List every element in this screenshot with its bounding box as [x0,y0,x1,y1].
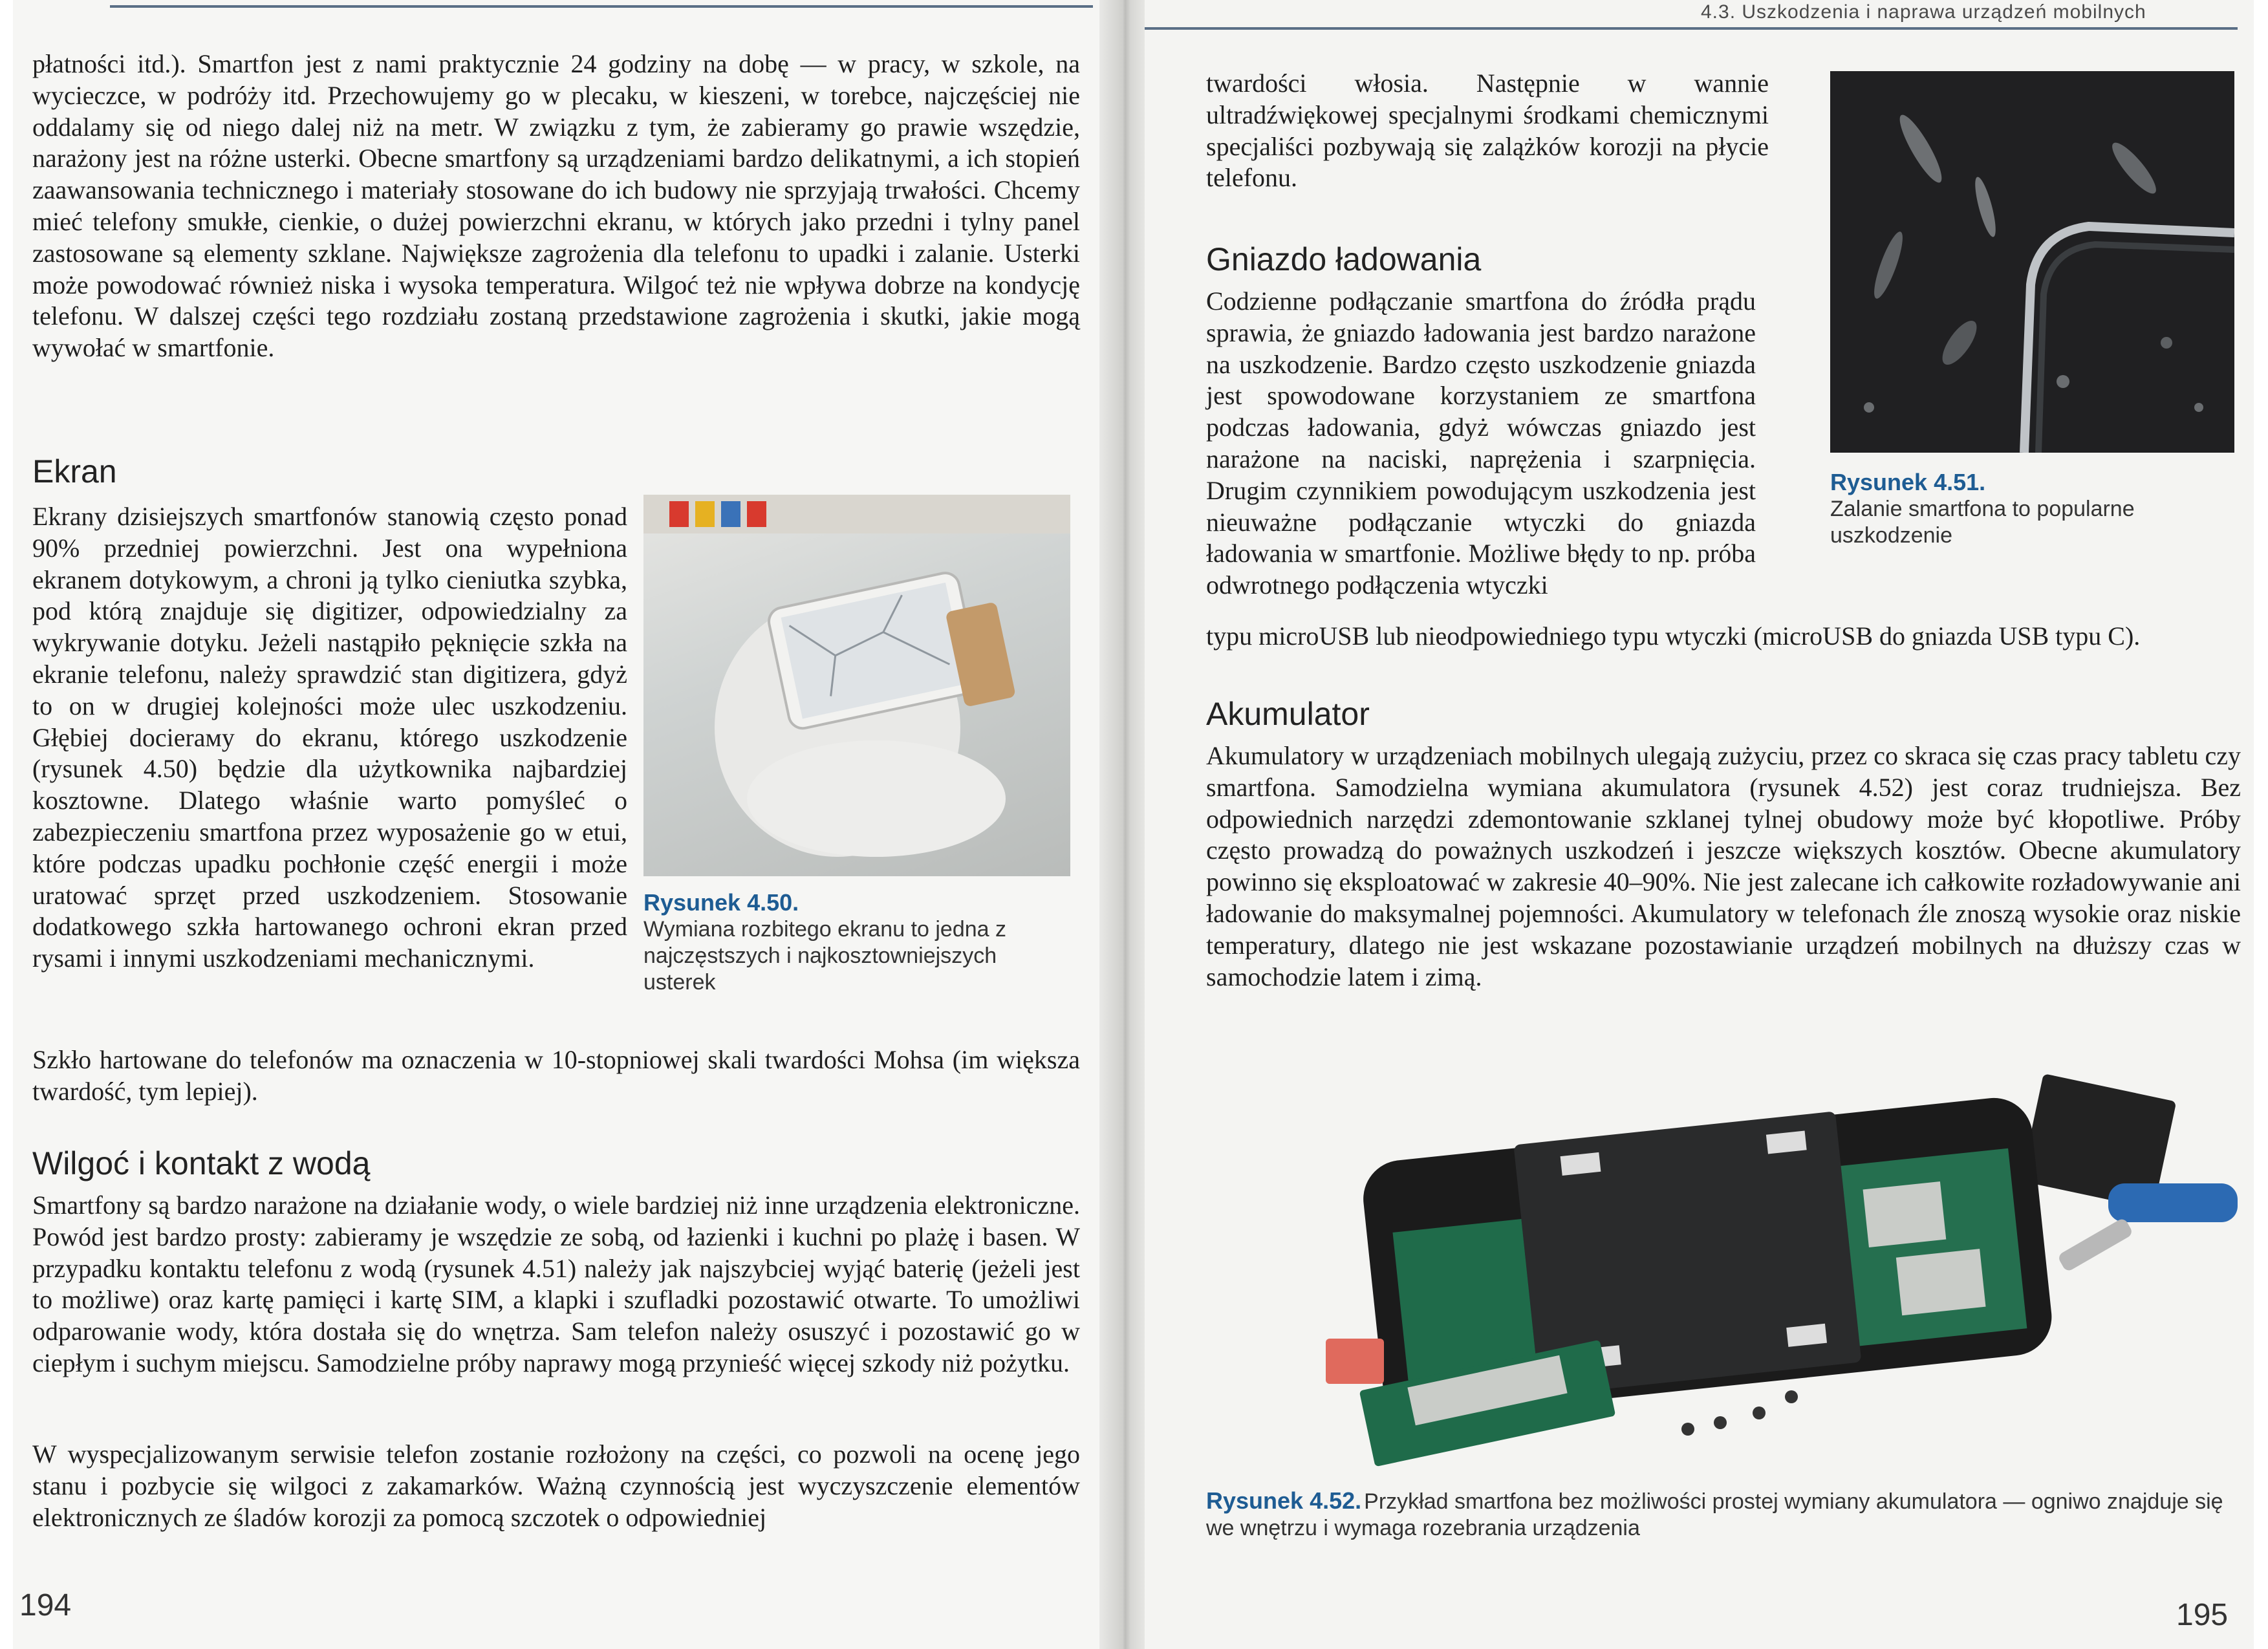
wilgoc-paragraph-1: Smartfony są bardzo narażone na działanie wody, o wiele bardziej niż inne urządzenia elektroniczne. Powód jest bardzo prosty: zabieramy je wszędzie ze sobą, od łazienki i kuchni po plażę i basen. W przypadku kontaktu telefonu z wodą (rysunek 4.51) należy jak najszybciej wyjąć baterię (jeżeli jest to możliwe) oraz kartę pamięci i kartę SIM, a klapki i szufladki pozostawić otwarte. To umożliwi odparowanie wody, która dostała się do wnętrza. Sam telefon należy osuszyć i pozostawić go w ciepłym i suchym miejscu. Samodzielne próby naprawy mogą przynieść więcej szkody niż pożytku. [32,1191,1080,1377]
figure-4-50-caption [643,889,1070,995]
broken-screen-illustration [643,495,1070,876]
wilgoc-paragraph-2: W wyspecjalizowanym serwisie telefon zostanie rozłożony na części, co pozwoli na ocenę jego stanu i pozbycie się wilgoci z zakamarków. Ważną czynnością jest wyczyszczenie elementów elektronicznych ze śladów korozji za pomocą szczotek o odpowiedniej [32,1439,1080,1532]
figure-4-52-title: Rysunek 4.52. [1206,1487,1362,1514]
figure-4-50-photo [643,495,1070,876]
page-number-left: 194 [19,1588,72,1622]
page-number-right: 195 [2176,1598,2229,1632]
heading-wilgoc: Wilgoć i kontakt z wodą [32,1145,371,1181]
figure-4-52-photo [1313,1061,2244,1474]
heading-ekran: Ekran [32,453,117,490]
left-page [13,0,1106,1649]
book-gutter [1099,0,1151,1649]
figure-4-52-caption [1206,1487,2241,1542]
wet-phone-illustration [1830,71,2234,453]
heading-gniazdo: Gniazdo ładowania [1206,241,1482,277]
ekran-paragraph-end: Szkło hartowane do telefonów ma oznaczenia w 10-stopniowej skali twardości Mohsa (im większa twardość, tym lepiej). [32,1045,1080,1106]
figure-4-51-text: Zalanie smartfona to popularne uszkodzenie [1830,497,2135,548]
gniazdo-paragraph: Codzienne podłączanie smartfona do źródła prądu sprawia, że gniazdo ładowania jest bardzo narażone na uszkodzenie. Bardzo często uszkodzenie gniazda jest spowodowane korzystaniem ze smartfona podczas ładowania, gdyż wówczas gniazdo jest narażone na naciski, naprężenia i szarpnięcia. Drugim czynnikiem powodującym uszkodzenia jest nieuważne podłączanie wtyczki do gniazda ładowania w smartfonie. Możliwe błędy to np. próba odwrotnego podłączenia wtyczki [1206,286,1756,600]
right-intro-paragraph: twardości włosia. Następnie w wannie ultradźwiękowej specjalnymi środkami chemicznymi specjaliści pozbywają się zalążków korozji na płycie telefonu. [1206,69,1769,193]
gniazdo-paragraph-end: typu microUSB lub nieodpowiedniego typu wtyczki (microUSB do gniazda USB typu C). [1206,621,2141,651]
figure-4-50-title: Rysunek 4.50. [643,889,799,916]
figure-4-51-title: Rysunek 4.51. [1830,469,1986,495]
running-head: 4.3. Uszkodzenia i naprawa urządzeń mobilnych [1701,1,2146,23]
figure-4-51-caption [1830,469,2231,549]
top-rule-right [1145,27,2238,30]
figure-4-50-text: Wymiana rozbitego ekranu to jedna z najczęstszych i najkosztowniejszych usterek [643,917,1006,995]
right-page [1145,0,2254,1649]
left-intro-paragraph: płatności itd.). Smartfon jest z nami praktycznie 24 godziny na dobę — w pracy, w szkole, na wycieczce, w podróży itd. Przechowujemy go w plecaku, w kieszeni, w torebce, najczęściej nie oddalamy się od niego dalej niż na metr. W związku z tym, że zabieramy go prawie wszędzie, narażony jest na różne usterki. Obecne smartfony są urządzeniami bardzo delikatnymi, a ich stopień zaawansowania technicznego i materiały stosowane do ich budowy nie sprzyjają trwałości. Chcemy mieć telefony smukłe, cienkie, o dużej powierzchni ekranu, w których jako przedni i tylny panel zastosowane są elementy szklane. Największe zagrożenia dla telefonu to upadki i zalanie. Usterki może powodować również niska i wysoka temperatura. Wilgoć też nie wpływa dobrze na kondycję telefonu. W dalszej części tego rozdziału zostaną przedstawione zagrożenia i skutki, jakie mogą wywołać w smartfonie. [32,49,1080,363]
ekran-paragraph: Ekrany dzisiejszych smartfonów stanowią często ponad 90% przedniej powierzchni. Jest ona wypełniona ekranem dotykowym, a chroni ją tylko cieniutka szybka, pod którą znajduje się digitizer, odpowiedzialny za wykrywanie dotyku. Jeżeli nastąpiło pęknięcie szkła na ekranie telefonu, należy sprawdzić stan digitizera, gdyż to on w drugiej kolejności może ulec uszkodzeniu. Głębiej docierамy do ekranu, którego uszkodzenie (rysunek 4.50) będzie dla użytkownika najbardziej kosztowne. Dlatego właśnie warto pomyśleć o zabezpieczeniu smartfona przez wyposażenie go w etui, które podczas upadku pochłonie część energii i może uratować sprzęt przed uszkodzeniem. Stosowanie dodatkowego szkła hartowanego ochroni ekran przed rysami i innymi uszkodzeniami mechanicznymi. [32,502,627,973]
figure-4-51-photo [1830,71,2234,453]
figure-4-52-text: Przykład smartfona bez możliwości prostej wymiany akumulatora — ogniwo znajduje się we wnętrzu i wymaga rozebrania urządzenia [1206,1489,2223,1540]
top-rule-left [110,5,1093,8]
disassembled-phone-illustration [1313,1061,2244,1474]
heading-akumulator: Akumulator [1206,696,1370,732]
akumulator-paragraph: Akumulatory w urządzeniach mobilnych ulegają zużyciu, przez co skraca się czas pracy tabletu czy smartfona. Samodzielna wymiana akumulatora (rysunek 4.52) jest coraz trudniejsza. Bez odpowiednich narzędzi zdemontowanie szklanej tylnej obudowy może być kłopotliwe. Próby często prowadzą do poważnych uszkodzeń i jeszcze większych kosztów. Obecne akumulatory powinno się eksploatować w zakresie 40–90%. Nie jest zalecane ich całkowite rozładowywanie ani ładowanie do maksymalnej pojemności. Akumulatory w telefonach źle znoszą wysokie oraz niskie temperatury, dlatego nie jest wskazane pozostawianie urządzeń mobilnych na dłuższy czas w samochodzie latem i zimą. [1206,741,2241,991]
